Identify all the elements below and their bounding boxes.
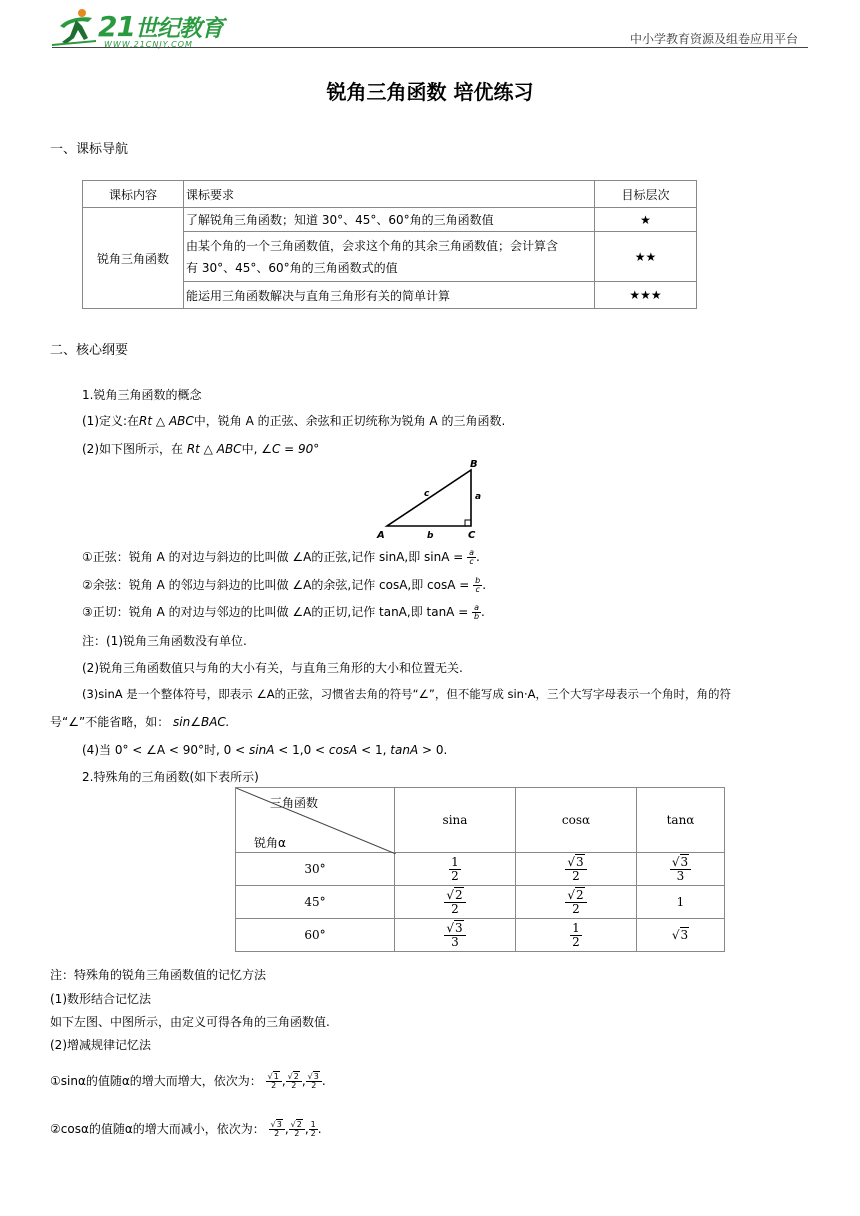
side-label-b: b [427, 531, 434, 541]
concept-heading: 1.锐角三角函数的概念 [82, 388, 202, 402]
cos-decrease-rule: ②cosα的值随α的增大而减小，依次为： $\frac{√3}{2}$ , $\frac{√2}{2}$ , $\frac{1}{2}$ . [50, 1119, 322, 1138]
sin-60: $\frac{√3}{3}$ [395, 919, 516, 952]
tan-30: $\frac{√3}{3}$ [637, 853, 725, 886]
side-label-c: c [424, 489, 430, 499]
content-cell: 锐角三角函数 [83, 208, 184, 309]
memory-method-1-desc: 如下左图、中图所示，由定义可得各角的三角函数值. [50, 1015, 330, 1029]
memory-method-2: (2)增减规律记忆法 [50, 1038, 151, 1052]
vertex-label-b: B [470, 459, 478, 470]
level-cell: ★★ [595, 232, 697, 282]
angle-60: 60° [236, 919, 395, 952]
note-3b: 号“∠”不能省略，如： sin∠BAC. [50, 715, 230, 729]
sin-30: $\frac{1}{2}$ [395, 853, 516, 886]
sin-increase-rule: ①sinα的值随α的增大而增大，依次为： $\frac{√1}{2}$ , $\frac{√2}{2}$ , $\frac{√3}{2}$ . [50, 1071, 326, 1090]
section-heading-1: 一、课标导航 [50, 142, 129, 157]
tangent-definition: ③正切：锐角 A 的对边与邻边的比叫做 ∠A的正切,记作 tanA,即 tanA = $\frac{a}{b}$ . [82, 602, 485, 621]
tan-60: √3 [637, 919, 725, 952]
cos-30: $\frac{√3}{2}$ [516, 853, 637, 886]
th-requirement: 课标要求 [184, 181, 595, 208]
section-heading-2: 二、核心纲要 [50, 343, 129, 358]
header-divider [52, 47, 808, 48]
logo: 21世纪教育 [98, 10, 223, 43]
level-cell: ★ [595, 208, 697, 232]
sin-45: $\frac{√2}{2}$ [395, 886, 516, 919]
memory-method-1: (1)数形结合记忆法 [50, 992, 151, 1006]
definition-line: (1)定义:在Rt △ ABC中，锐角 A 的正弦、余弦和正切统称为锐角 A 的三角函数. [82, 414, 506, 428]
req-cell: 了解锐角三角函数；知道 30°、45°、60°角的三角函数值 [184, 208, 595, 232]
cosine-definition: ②余弦：锐角 A 的邻边与斜边的比叫做 ∠A的余弦,记作 cosA,即 cosA = $\frac{b}{c}$ . [82, 575, 487, 594]
cos-45: $\frac{√2}{2}$ [516, 886, 637, 919]
cos-60: $\frac{1}{2}$ [516, 919, 637, 952]
note-4: (4)当 0° < ∠A < 90°时, 0 < sinA < 1,0 < cosA < 1, tanA > 0. [82, 743, 448, 757]
note-1: 注：(1)锐角三角函数没有单位. [82, 634, 247, 648]
logo-url: WWW.21CNJY.COM [104, 40, 193, 49]
vertex-label-a: A [377, 530, 385, 541]
memory-note: 注：特殊角的锐角三角函数值的记忆方法 [50, 968, 267, 982]
angle-45: 45° [236, 886, 395, 919]
level-cell: ★★★ [595, 282, 697, 309]
diag-bottom-label: 锐角α [254, 836, 286, 850]
tan-45: 1 [637, 886, 725, 919]
sine-definition: ①正弦：锐角 A 的对边与斜边的比叫做 ∠A的正弦,记作 sinA,即 sinA = $\frac{a}{c}$ . [82, 547, 480, 566]
figure-intro-line: (2)如下图所示，在 Rt △ ABC中, ∠C = 90° [82, 442, 320, 456]
special-heading: 2.特殊角的三角函数(如下表所示) [82, 770, 259, 784]
note-2: (2)锐角三角函数值只与角的大小有关，与直角三角形的大小和位置无关. [82, 661, 463, 675]
req-cell: 由某个角的一个三角函数值，会求这个角的其余三角函数值；会计算含 有 30°、45°、60°角的三角函数式的值 [184, 232, 595, 282]
angle-30: 30° [236, 853, 395, 886]
req-cell: 能运用三角函数解决与直角三角形有关的简单计算 [184, 282, 595, 309]
col-tan: tanα [637, 788, 725, 853]
col-cos: cosα [516, 788, 637, 853]
curriculum-table [82, 180, 697, 309]
vertex-label-c: C [468, 530, 476, 541]
right-triangle-diagram [375, 456, 487, 542]
logo-runner-icon [52, 6, 100, 46]
side-label-a: a [475, 492, 482, 502]
th-level: 目标层次 [595, 181, 697, 208]
page-title: 锐角三角函数 培优练习 [326, 80, 534, 104]
header-platform-text: 中小学教育资源及组卷应用平台 [629, 32, 798, 46]
note-3a: (3)sinA 是一个整体符号，即表示 ∠A的正弦，习惯省去角的符号“∠”，但不能写成 sin·A，三个大写字母表示一个角时，角的符 [82, 687, 731, 701]
diag-top-label: 三角函数 [270, 796, 319, 810]
special-angle-table [235, 787, 725, 952]
diagonal-header-cell [236, 788, 395, 853]
th-content: 课标内容 [83, 181, 184, 208]
col-sin: sina [395, 788, 516, 853]
